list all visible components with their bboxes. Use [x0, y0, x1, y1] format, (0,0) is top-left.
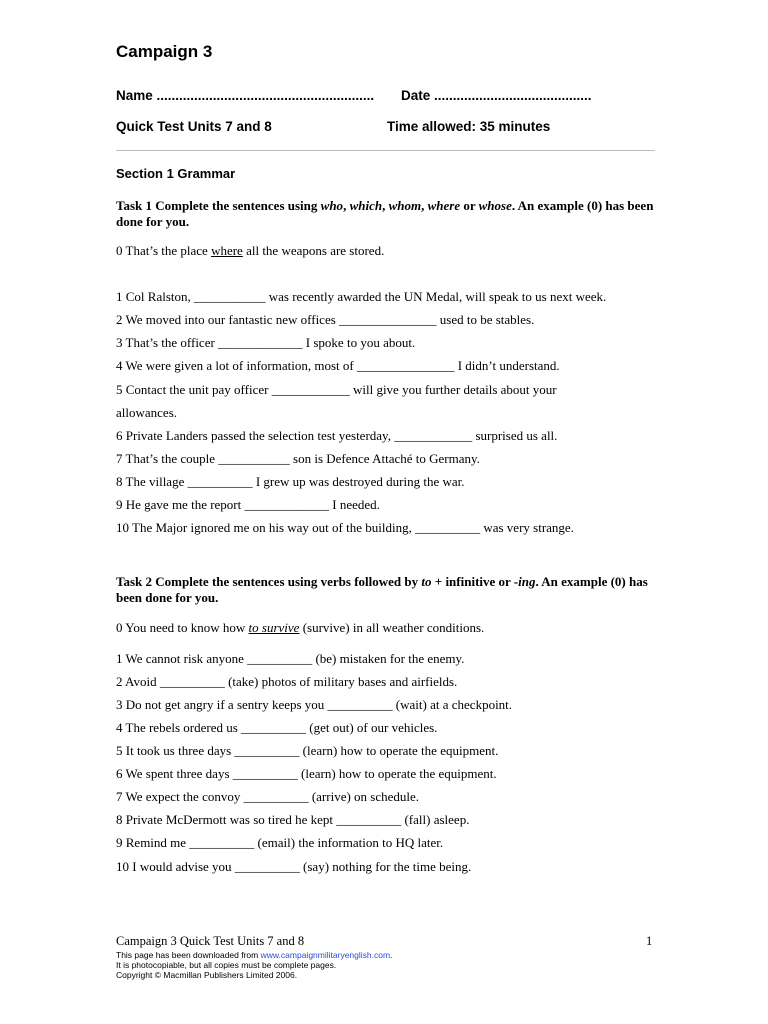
task1-item: 3 That’s the officer _____________ I spoke to you about. — [116, 335, 416, 350]
date-dots: .......................................... — [434, 88, 592, 103]
separator: , — [382, 198, 389, 213]
task2-item: 2 Avoid __________ (take) photos of military bases and airfields. — [116, 674, 458, 689]
word-where: where — [427, 198, 461, 213]
separator: or — [460, 198, 479, 213]
task1-item: 4 We were given a lot of information, most of _______________ I didn’t understand. — [116, 358, 560, 373]
separator: , — [421, 198, 428, 213]
example-text: all the weapons are stored. — [242, 243, 385, 258]
footer-download-note — [116, 950, 392, 960]
word-ing: -ing — [513, 574, 536, 589]
task1-item: 8 The village __________ I grew up was destroyed during the war. — [116, 474, 465, 489]
separator: , — [343, 198, 350, 213]
task1-example — [116, 243, 384, 259]
task2-example — [116, 620, 484, 636]
page-title: Campaign 3 — [116, 42, 213, 61]
test-title: Quick Test Units 7 and 8 — [116, 119, 272, 134]
name-label: Name — [116, 88, 153, 103]
task2-item: 9 Remind me __________ (email) the information to HQ later. — [116, 835, 444, 850]
example-text: 0 That’s the place — [116, 243, 212, 258]
task2-item: 10 I would advise you __________ (say) nothing for the time being. — [116, 859, 472, 874]
download-text-end: . — [390, 950, 393, 960]
task2-item: 1 We cannot risk anyone __________ (be) mistaken for the enemy. — [116, 651, 465, 666]
task2-item: 4 The rebels ordered us __________ (get out) of our vehicles. — [116, 720, 438, 735]
task1-item: allowances. — [116, 405, 178, 420]
example-answer: where — [211, 243, 243, 258]
word-which: which — [349, 198, 383, 213]
example-text: 0 You need to know how — [116, 620, 249, 635]
task2-instructions — [116, 574, 656, 606]
task1-item: 7 That’s the couple ___________ son is Defence Attaché to Germany. — [116, 451, 480, 466]
footer-photocopiable: It is photocopiable, but all copies must be complete pages. — [116, 960, 337, 970]
task1-instructions — [116, 198, 656, 230]
name-field — [116, 88, 374, 103]
header-divider — [116, 150, 655, 151]
download-text: This page has been downloaded from — [116, 950, 261, 960]
word-who: who — [320, 198, 344, 213]
task2-item: 8 Private McDermott was so tired he kept __________ (fall) asleep. — [116, 812, 470, 827]
section-title: Section 1 Grammar — [116, 166, 236, 181]
word-to: to — [421, 574, 432, 589]
word-whom: whom — [388, 198, 422, 213]
date-field — [401, 88, 592, 103]
word-whose: whose — [478, 198, 512, 213]
time-allowed: Time allowed: 35 minutes — [387, 119, 551, 134]
task1-item: 6 Private Landers passed the selection test yesterday, ____________ surprised us all. — [116, 428, 558, 443]
task1-item: 2 We moved into our fantastic new offices _______________ used to be stables. — [116, 312, 535, 327]
task1-item: 5 Contact the unit pay officer ____________ will give you further details about your — [116, 382, 557, 397]
example-text: (survive) in all weather conditions. — [299, 620, 485, 635]
date-label: Date — [401, 88, 431, 103]
page-number: 1 — [646, 934, 653, 948]
task2-item: 5 It took us three days __________ (learn) how to operate the equipment. — [116, 743, 499, 758]
task1-item: 1 Col Ralston, ___________ was recently awarded the UN Medal, will speak to us next week. — [116, 289, 607, 304]
task2-item: 7 We expect the convoy __________ (arrive) on schedule. — [116, 789, 420, 804]
name-dots: .......................................................... — [156, 88, 375, 103]
task2-item: 6 We spent three days __________ (learn) how to operate the equipment. — [116, 766, 497, 781]
footer-title: Campaign 3 Quick Test Units 7 and 8 — [116, 934, 305, 948]
task1-intro-end: . An example (0) has been done for you. — [116, 198, 654, 229]
example-answer: to survive — [248, 620, 300, 635]
task1-intro: Task 1 Complete the sentences using — [116, 198, 321, 213]
task2-intro-end: . An example (0) has been done for you. — [116, 574, 648, 605]
footer-copyright: Copyright © Macmillan Publishers Limited 2006. — [116, 970, 298, 980]
task1-item: 9 He gave me the report _____________ I needed. — [116, 497, 380, 512]
task1-item: 10 The Major ignored me on his way out of the building, __________ was very strange. — [116, 520, 574, 535]
task2-intro: Task 2 Complete the sentences using verbs followed by — [116, 574, 422, 589]
task2-intro-mid: + infinitive or — [431, 574, 514, 589]
website-link[interactable]: www.campaignmilitaryenglish.com — [260, 950, 391, 960]
task2-item: 3 Do not get angry if a sentry keeps you __________ (wait) at a checkpoint. — [116, 697, 513, 712]
